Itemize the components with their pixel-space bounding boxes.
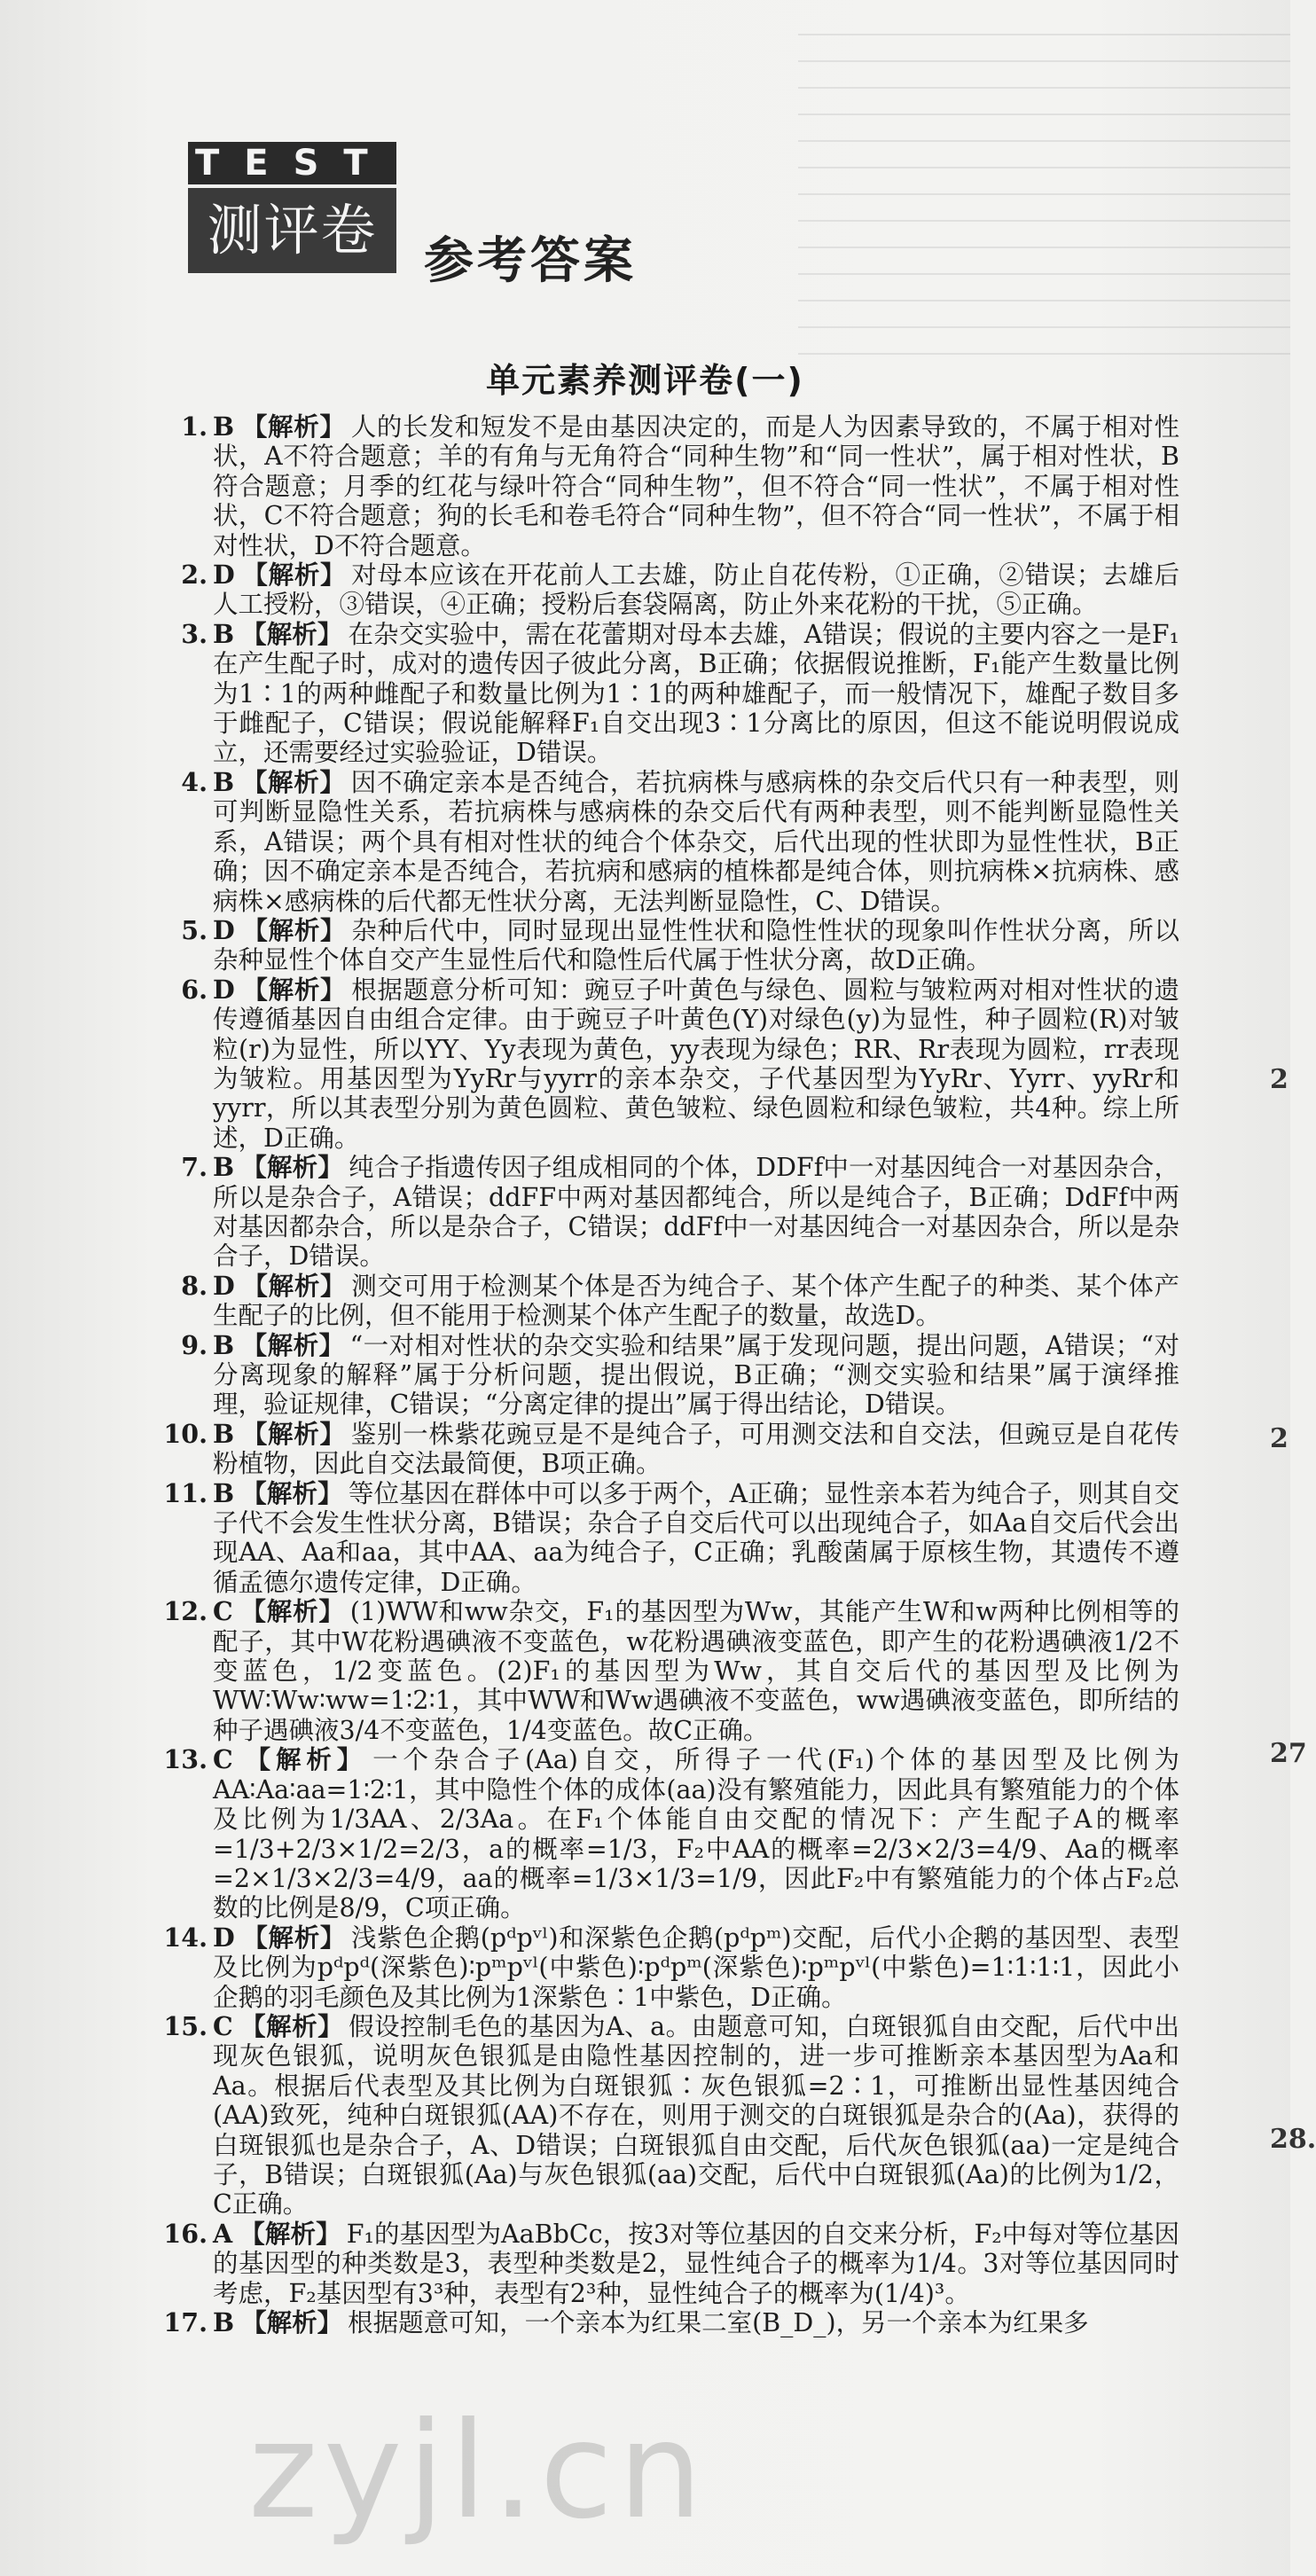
analysis-text: 等位基因在群体中可以多于两个，A正确；显性亲本若为纯合子，则其自交子代不会发生性状分离，B错误；杂合子自交后代可以出现纯合子，如Aa自交后代会出现AA、Aa和aa，其中AA、aa为纯合子，C正确；乳酸菌属于原核生物，其遗传不遵循孟德尔遗传定律，D正确。 — [213, 1478, 1179, 1597]
analysis-text: 一个杂合子(Aa)自交，所得子一代(F₁)个体的基因型及比例为AA∶Aa∶aa=1∶2∶1，其中隐性个体的成体(aa)没有繁殖能力，因此具有繁殖能力的个体及比例为1/3AA、2/3Aa。在F₁个体能自由交配的情况下：产生配子A的概率=1/3+2/3×1/2=2/3，a的概率=1/3，F₂中AA的概率=2/3×2/3=4/9、Aa的概率=2×1/3×2/3=4/9，aa的概率=1/3×1/3=1/9，因此F₂中有繁殖能力的个体占F₂总数的比例是8/9，C项正确。 — [213, 1745, 1179, 1923]
analysis-tag: 【解析】 — [241, 1153, 344, 1183]
badge-test-label: TEST — [188, 142, 396, 184]
analysis-text: 假设控制毛色的基因为A、a。由题意可知，白斑银狐自由交配，后代中出现灰色银狐，说明灰色银狐是由隐性基因控制的，进一步可推断亲本基因型为Aa和Aa。根据后代表型及其比例为白斑银狐∶灰色银狐=2∶1，可推断出显性基因纯合(AA)致死，纯种白斑银狐(AA)不存在，则用于测交的白斑银狐是杂合的(Aa)，获得的白斑银狐也是杂合子，A、D错误；白斑银狐自由交配，后代灰色银狐(aa)一定是纯合子，B错误；白斑银狐(Aa)与灰色银狐(aa)交配，后代中白斑银狐(Aa)的比例为1/2，C正确。 — [213, 2011, 1179, 2220]
answer-choice: B — [213, 2307, 235, 2337]
answer-item — [163, 1922, 1179, 2012]
answer-item — [177, 916, 1179, 975]
answer-item — [177, 1272, 1179, 1331]
analysis-tag: 【解析】 — [241, 2308, 343, 2337]
answer-choice: D — [213, 974, 235, 1005]
answer-item — [177, 1153, 1179, 1272]
edge-mark: 2 — [1270, 1064, 1289, 1095]
answer-item — [163, 2307, 1179, 2337]
answer-choice: C — [213, 1596, 233, 1627]
answer-choice: D — [213, 560, 235, 591]
answer-item — [163, 2218, 1179, 2308]
answer-number: 9. — [181, 1329, 208, 1360]
analysis-text: 人的长发和短发不是由基因决定的，而是人为因素导致的，不属于相对性状，A不符合题意；羊的有角与无角符合“同种生物”和“同一性状”，属于相对性状，B符合题意；月季的红花与绿叶符合“同种生物”，但不符合“同一性状”，不属于相对性状，C不符合题意；狗的长毛和卷毛符合“同种生物”，但不符合“同一性状”，不属于相对性状，D不符合题意。 — [213, 412, 1179, 560]
answer-choice: D — [213, 1270, 235, 1301]
answer-item — [177, 768, 1179, 916]
answer-number: 3. — [181, 618, 208, 649]
answer-choice: B — [213, 766, 235, 797]
answer-choice: A — [213, 2218, 233, 2249]
answer-number: 8. — [181, 1270, 208, 1301]
analysis-text: F₁的基因型为AaBbCc，按3对等位基因的自交来分析，F₂中每对等位基因的基因型的种类数是3，表型种类数是2，显性纯合子的概率为1/4。3对等位基因同时考虑，F₂基因型有3³种，表型有2³种，显性纯合子的概率为(1/4)³。 — [213, 2219, 1179, 2308]
analysis-tag: 【解析】 — [239, 2011, 344, 2041]
bleed-through-text — [798, 18, 1290, 355]
analysis-text: 根据题意可知，一个亲本为红果二室(B_D_)，另一个亲本为红果多 — [348, 2308, 1089, 2337]
answer-item — [177, 620, 1179, 768]
analysis-tag: 【解析】 — [239, 1745, 368, 1775]
analysis-text: 纯合子指遗传因子组成相同的个体，DDFf中一对基因纯合一对基因杂合，所以是杂合子，A错误；ddFF中两对基因都纯合，所以是纯合子，B正确；DdFf中两对基因都杂合，所以是杂合子，C错误；ddFf中一对基因纯合一对基因杂合，所以是杂合子，D错误。 — [213, 1153, 1179, 1272]
answer-number: 2. — [181, 560, 208, 591]
analysis-text: 因不确定亲本是否纯合，若抗病株与感病株的杂交后代只有一种表型，则可判断显隐性关系，若抗病株与感病株的杂交后代有两种表型，则不能判断显隐性关系，A错误；两个具有相对性状的纯合个体杂交，后代出现的性状即为显性性状，B正确；因不确定亲本是否纯合，若抗病和感病的植株都是纯合体，则抗病株×抗病株、感病株×感病株的后代都无性状分离，无法判断显隐性，C、D错误。 — [213, 767, 1179, 916]
analysis-tag: 【解析】 — [241, 560, 347, 591]
answer-number: 4. — [181, 766, 208, 797]
answer-item — [177, 412, 1179, 560]
answer-number: 10. — [163, 1418, 208, 1449]
analysis-text: “一对相对性状的杂交实验和结果”属于发现问题，提出问题，A错误；“对分离现象的解释”属于分析问题，提出假说，B正确；“测交实验和结果”属于演绎推理，验证规律，C错误；“分离定律的提出”属于得出结论，D错误。 — [213, 1330, 1179, 1420]
analysis-text: 根据题意分析可知：豌豆子叶黄色与绿色、圆粒与皱粒两对相对性状的遗传遵循基因自由组合定律。由于豌豆子叶黄色(Y)对绿色(y)为显性，种子圆粒(R)对皱粒(r)为显性，所以YY、Yy表现为黄色，yy表现为绿色；RR、Rr表现为圆粒，rr表现为皱粒。用基因型为YyRr与yyrr的亲本杂交，子代基因型为YyRr、Yyrr、yyRr和yyrr，所以其表型分别为黄色圆粒、黄色皱粒、绿色圆粒和绿色皱粒，共4种。综上所述，D正确。 — [213, 975, 1179, 1153]
analysis-tag: 【解析】 — [241, 767, 346, 797]
analysis-text: (1)WW和ww杂交，F₁的基因型为Ww，其能产生W和w两种比例相等的配子，其中W花粉遇碘液不变蓝色，w花粉遇碘液变蓝色，即产生的花粉遇碘液1/2不变蓝色，1/2变蓝色。(2)F₁的基因型为Ww，其自交后代的基因型及比例为WW∶Ww∶ww=1∶2∶1，其中WW和Ww遇碘液不变蓝色，ww遇碘液变蓝色，即所结的种子遇碘液3/4不变蓝色，1/4变蓝色。故C正确。 — [213, 1597, 1179, 1745]
answer-item — [177, 975, 1179, 1153]
analysis-tag: 【解析】 — [241, 1419, 346, 1449]
answer-choice: B — [213, 1329, 235, 1360]
answer-choice: C — [213, 1744, 233, 1775]
analysis-text: 浅紫色企鹅(pᵈpᵛˡ)和深紫色企鹅(pᵈpᵐ)交配，后代小企鹅的基因型、表型及比例为pᵈpᵈ(深紫色)∶pᵐpᵛˡ(中紫色)∶pᵈpᵐ(深紫色)∶pᵐpᵛˡ(中紫色)=1∶1∶1∶1，因此小企鹅的羽毛颜色及其比例为1深紫色∶1中紫色，D正确。 — [213, 1922, 1179, 2012]
answer-number: 17. — [163, 2307, 208, 2337]
analysis-text: 在杂交实验中，需在花蕾期对母本去雄，A错误；假说的主要内容之一是F₁在产生配子时，成对的遗传因子彼此分离，B正确；依据假说推断，F₁能产生数量比例为1∶1的两种雌配子和数量比例为1∶1的两种雄配子，而一般情况下，雄配子数目多于雌配子，C错误；假说能解释F₁自交出现3∶1分离比的原因，但这不能说明假说成立，还需要经过实验验证，D错误。 — [213, 619, 1179, 768]
analysis-tag: 【解析】 — [241, 412, 346, 442]
answer-choice: D — [213, 1922, 235, 1953]
answer-number: 11. — [163, 1477, 208, 1508]
answer-item — [163, 1596, 1179, 1745]
answer-number: 7. — [181, 1152, 208, 1183]
answer-choice: B — [213, 1418, 235, 1449]
badge-main-label: 测评卷 — [188, 188, 396, 273]
answer-number: 1. — [181, 411, 208, 442]
test-header-badge — [188, 142, 396, 275]
page-title: 参考答案 — [424, 232, 637, 290]
answer-choice: D — [213, 914, 235, 945]
analysis-text: 对母本应该在开花前人工去雄，防止自花传粉，①正确，②错误；去雄后人工授粉，③错误，④正确；授粉后套袋隔离，防止外来花粉的干扰，⑤正确。 — [213, 560, 1179, 620]
edge-mark: 28. — [1270, 2124, 1316, 2155]
answer-number: 5. — [181, 914, 208, 945]
analysis-text: 测交可用于检测某个体是否为纯合子、某个体产生配子的种类、某个体产生配子的比例，但不能用于检测某个体产生配子的数量，故选D。 — [213, 1271, 1179, 1331]
analysis-text: 杂种后代中，同时显现出显性性状和隐性性状的现象叫作性状分离，所以杂种显性个体自交产生显性后代和隐性后代属于性状分离，故D正确。 — [213, 915, 1179, 975]
answer-item — [163, 2010, 1179, 2220]
answer-number: 13. — [163, 1744, 208, 1775]
analysis-tag: 【解析】 — [241, 1922, 347, 1953]
answer-choice: C — [213, 2010, 233, 2041]
answer-choice: B — [213, 411, 235, 442]
answer-number: 15. — [163, 2010, 208, 2041]
watermark-text: zyjl.cn — [248, 2394, 709, 2549]
answer-item — [163, 1477, 1179, 1598]
analysis-tag: 【解析】 — [241, 619, 343, 649]
analysis-tag: 【解析】 — [241, 1330, 345, 1360]
answer-choice: B — [213, 618, 235, 649]
edge-mark: 27 — [1270, 1738, 1307, 1769]
analysis-tag: 【解析】 — [241, 915, 347, 945]
analysis-tag: 【解析】 — [241, 975, 347, 1005]
analysis-tag: 【解析】 — [241, 1478, 343, 1508]
answer-list — [163, 411, 1179, 2337]
answer-number: 14. — [163, 1922, 208, 1953]
answer-item — [177, 1331, 1179, 1420]
answer-item — [163, 1744, 1179, 1923]
answer-number: 6. — [181, 974, 208, 1005]
answer-item — [177, 560, 1179, 620]
analysis-tag: 【解析】 — [241, 1271, 347, 1301]
section-title: 单元素养测评卷(一) — [486, 361, 804, 400]
answer-choice: B — [213, 1477, 235, 1508]
answer-number: 12. — [163, 1596, 208, 1627]
analysis-tag: 【解析】 — [239, 1597, 345, 1627]
analysis-tag: 【解析】 — [239, 2219, 341, 2249]
answer-choice: B — [213, 1152, 235, 1183]
edge-mark: 2 — [1270, 1423, 1289, 1454]
analysis-text: 鉴别一株紫花豌豆是不是纯合子，可用测交法和自交法，但豌豆是自花传粉植物，因此自交法最简便，B项正确。 — [213, 1419, 1179, 1479]
answer-number: 16. — [163, 2218, 208, 2249]
answer-item — [163, 1418, 1179, 1479]
